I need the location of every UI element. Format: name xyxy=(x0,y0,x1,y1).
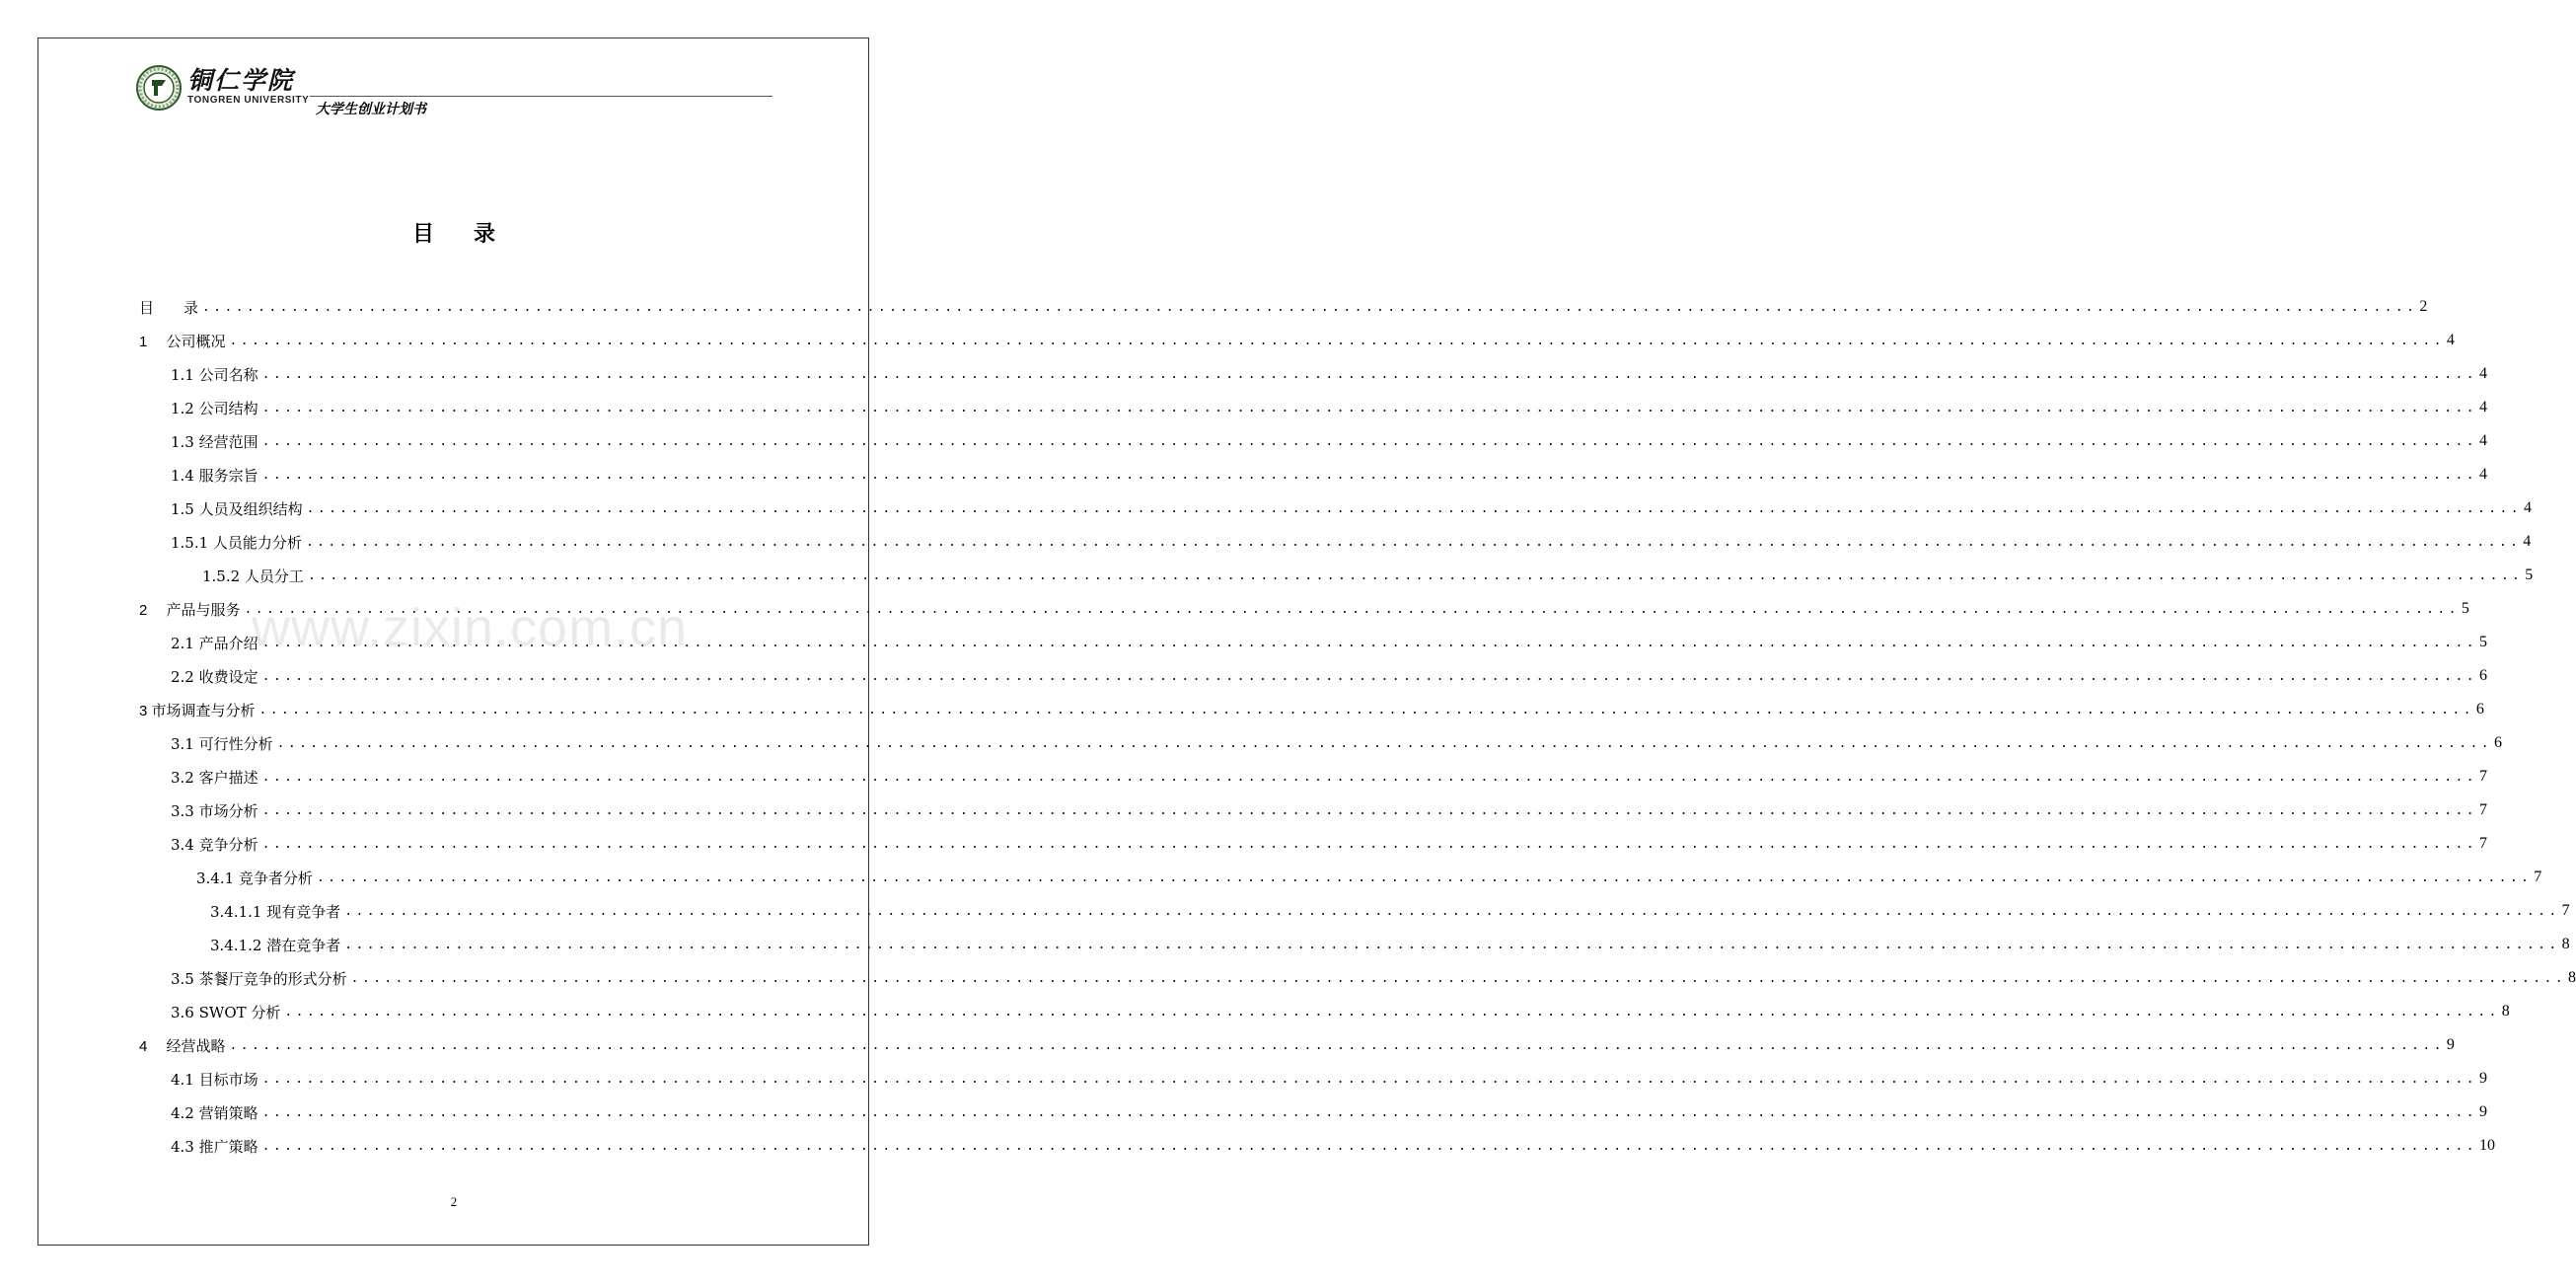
toc-entry-page: 9 xyxy=(2446,1036,2455,1053)
toc-entry[interactable] xyxy=(139,290,2428,324)
toc-entry-page: 4 xyxy=(2478,399,2487,416)
toc-entry[interactable] xyxy=(139,928,2570,961)
toc-leader-dots: ........................................................................................................................................................................................................ xyxy=(258,702,2474,718)
toc-leader-dots: ........................................................................................................................................................................................................ xyxy=(307,567,2524,583)
toc-entry-page: 7 xyxy=(2478,801,2487,818)
toc-leader-dots: ........................................................................................................................................................................................................ xyxy=(261,668,2477,684)
toc-leader-dots: ........................................................................................................................................................................................................ xyxy=(261,366,2477,382)
toc-entry-page: 8 xyxy=(2567,969,2576,986)
toc-entry-label: 目 录 xyxy=(139,297,200,318)
toc-entry[interactable] xyxy=(139,995,2510,1028)
toc-entry-page: 2 xyxy=(2419,298,2428,315)
toc-leader-dots: ........................................................................................................................................................................................................ xyxy=(316,869,2533,885)
toc-leader-dots: ........................................................................................................................................................................................................ xyxy=(261,802,2477,818)
toc-entry-page: 6 xyxy=(2475,701,2484,718)
toc-entry-label: 2.1 产品介绍 xyxy=(171,634,258,652)
toc-entry-label: 1.4 服务宗旨 xyxy=(171,466,258,485)
university-seal-icon xyxy=(136,65,182,111)
toc-entry-page: 5 xyxy=(2461,600,2469,617)
toc-entry[interactable] xyxy=(139,559,2534,592)
toc-entry-page: 7 xyxy=(2478,835,2487,852)
header-rule xyxy=(310,96,773,97)
toc-entry-label: 1.2 公司结构 xyxy=(171,399,258,417)
toc-entry-label: 3.3 市场分析 xyxy=(171,801,258,820)
toc-entry[interactable] xyxy=(139,760,2487,794)
logo-chinese-name: 铜仁学院 xyxy=(187,66,295,95)
logo-english-name: TONGREN UNIVERSITY xyxy=(187,95,310,106)
toc-title: 目录 xyxy=(411,221,535,246)
toc-leader-dots: ........................................................................................................................................................................................................ xyxy=(261,1071,2477,1087)
toc-entry-page: 10 xyxy=(2478,1137,2495,1154)
toc-entry-page: 8 xyxy=(2561,936,2570,952)
toc-entry[interactable] xyxy=(139,1129,2495,1163)
toc-entry[interactable] xyxy=(139,894,2570,928)
toc-leader-dots: ........................................................................................................................................................................................................ xyxy=(261,467,2477,483)
toc-entry[interactable] xyxy=(139,827,2487,861)
document-header xyxy=(136,65,773,114)
toc-entry-page: 5 xyxy=(2525,567,2534,583)
toc-entry[interactable] xyxy=(139,626,2487,659)
toc-entry-page: 7 xyxy=(2561,902,2570,919)
toc-entry-page: 4 xyxy=(2478,432,2487,449)
toc-entry[interactable] xyxy=(139,693,2484,726)
toc-entry-label: 3.1 可行性分析 xyxy=(171,734,273,753)
toc-entry[interactable] xyxy=(139,1096,2487,1129)
toc-entry[interactable] xyxy=(139,357,2487,391)
toc-leader-dots: ........................................................................................................................................................................................................ xyxy=(244,601,2460,617)
toc-leader-dots: ........................................................................................................................................................................................................ xyxy=(344,937,2560,952)
toc-leader-dots: ........................................................................................................................................................................................................ xyxy=(202,299,2418,315)
toc-entry-label: 4 经营战略 xyxy=(139,1035,228,1056)
toc-entry-label: 3.4.1.2 潜在竞争者 xyxy=(210,936,341,954)
toc-entry-page: 7 xyxy=(2534,869,2542,885)
toc-leader-dots: ........................................................................................................................................................................................................ xyxy=(229,1037,2445,1053)
toc-entry[interactable] xyxy=(139,424,2487,458)
header-subtitle: 大学生创业计划书 xyxy=(316,101,426,116)
toc-entry[interactable] xyxy=(139,391,2487,424)
toc-entry-label: 1.3 经营范围 xyxy=(171,432,258,451)
toc-leader-dots: ........................................................................................................................................................................................................ xyxy=(261,1104,2477,1120)
toc-leader-dots: ........................................................................................................................................................................................................ xyxy=(276,735,2492,751)
toc-entry-page: 4 xyxy=(2446,332,2455,348)
toc-entry-page: 9 xyxy=(2478,1103,2487,1120)
watermark: www.zixin.com.cn xyxy=(252,598,689,657)
toc-leader-dots: ........................................................................................................................................................................................................ xyxy=(305,534,2522,550)
toc-entry-label: 3.2 客户描述 xyxy=(171,768,258,787)
table-of-contents xyxy=(139,290,2576,1163)
toc-entry-page: 6 xyxy=(2493,734,2502,751)
toc-entry[interactable] xyxy=(139,1062,2487,1096)
toc-entry[interactable] xyxy=(139,659,2487,693)
page-number: 2 xyxy=(450,1194,458,1209)
toc-entry-label: 3 市场调查与分析 xyxy=(139,700,258,720)
toc-entry[interactable] xyxy=(139,961,2576,995)
toc-entry-label: 1.5 人员及组织结构 xyxy=(171,499,303,518)
toc-entry-label: 1.5.1 人员能力分析 xyxy=(171,533,302,552)
toc-entry[interactable] xyxy=(139,324,2455,357)
toc-leader-dots: ........................................................................................................................................................................................................ xyxy=(229,333,2445,348)
toc-leader-dots: ........................................................................................................................................................................................................ xyxy=(306,500,2522,516)
toc-leader-dots: ........................................................................................................................................................................................................ xyxy=(344,903,2560,919)
toc-leader-dots: ........................................................................................................................................................................................................ xyxy=(261,836,2477,852)
toc-entry-label: 4.3 推广策略 xyxy=(171,1137,258,1156)
toc-entry-label: 3.5 茶餐厅竞争的形式分析 xyxy=(171,969,347,988)
toc-entry-label: 3.4 竞争分析 xyxy=(171,835,258,854)
toc-entry[interactable] xyxy=(139,458,2487,491)
toc-entry-label: 4.1 目标市场 xyxy=(171,1070,258,1089)
toc-entry-page: 6 xyxy=(2478,667,2487,684)
toc-leader-dots: ........................................................................................................................................................................................................ xyxy=(261,400,2477,416)
toc-entry-label: 1.5.2 人员分工 xyxy=(202,567,304,585)
toc-leader-dots: ........................................................................................................................................................................................................ xyxy=(261,769,2477,785)
toc-entry-page: 7 xyxy=(2478,768,2487,785)
toc-entry-page: 4 xyxy=(2478,365,2487,382)
toc-leader-dots: ........................................................................................................................................................................................................ xyxy=(261,635,2477,650)
toc-entry[interactable] xyxy=(139,592,2469,626)
toc-entry-label: 1 公司概况 xyxy=(139,331,228,351)
toc-entry-page: 4 xyxy=(2523,533,2532,550)
toc-entry[interactable] xyxy=(139,794,2487,827)
toc-entry[interactable] xyxy=(139,491,2532,525)
toc-entry-label: 2.2 收费设定 xyxy=(171,667,258,686)
toc-leader-dots: ........................................................................................................................................................................................................ xyxy=(350,970,2566,986)
toc-entry-label: 2 产品与服务 xyxy=(139,599,243,620)
toc-entry-page: 5 xyxy=(2478,634,2487,650)
toc-entry[interactable] xyxy=(139,1028,2455,1062)
toc-entry-label: 1.1 公司名称 xyxy=(171,365,258,384)
toc-leader-dots: ........................................................................................................................................................................................................ xyxy=(284,1004,2500,1020)
toc-entry-label: 3.6 SWOT 分析 xyxy=(171,1003,281,1021)
toc-entry-label: 3.4.1.1 现有竞争者 xyxy=(210,902,341,921)
toc-entry[interactable] xyxy=(139,861,2542,894)
toc-entry-label: 4.2 营销策略 xyxy=(171,1103,258,1122)
toc-leader-dots: ........................................................................................................................................................................................................ xyxy=(261,433,2477,449)
toc-entry[interactable] xyxy=(139,525,2532,559)
toc-leader-dots: ........................................................................................................................................................................................................ xyxy=(261,1138,2477,1154)
toc-entry[interactable] xyxy=(139,726,2502,760)
toc-entry-page: 4 xyxy=(2523,499,2532,516)
toc-entry-page: 9 xyxy=(2478,1070,2487,1087)
toc-entry-page: 4 xyxy=(2478,466,2487,483)
toc-entry-page: 8 xyxy=(2501,1003,2510,1020)
university-logo-text xyxy=(187,67,309,106)
toc-entry-label: 3.4.1 竞争者分析 xyxy=(196,869,313,887)
